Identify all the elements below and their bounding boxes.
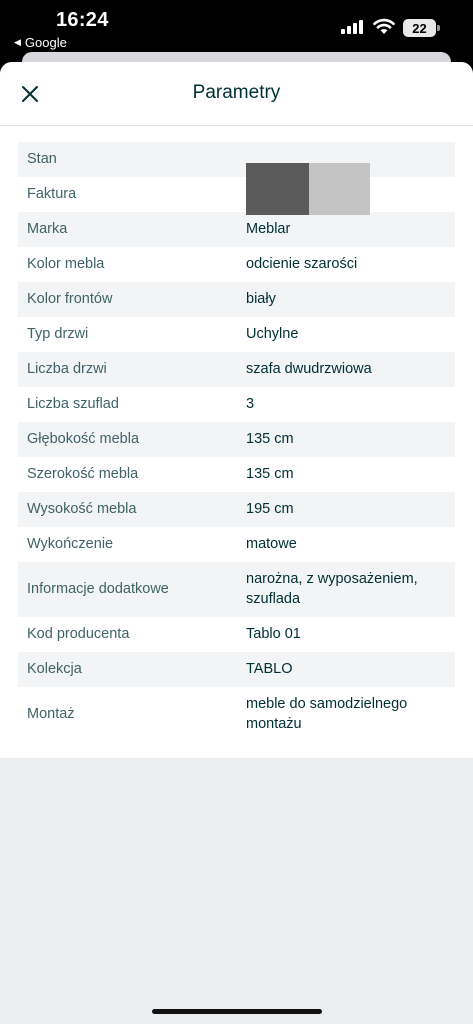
param-value: biały (237, 282, 455, 317)
param-value: 3 (246, 396, 255, 412)
param-row (18, 352, 455, 387)
param-value: 195 cm (237, 492, 455, 527)
param-value: 135 cm (237, 422, 455, 457)
param-value: szafa dwudrzwiowa (237, 352, 455, 387)
param-row (18, 687, 455, 742)
param-label: Kolor mebla (27, 256, 105, 272)
param-label: Montaż (27, 706, 75, 722)
param-value: 135 cm (246, 466, 294, 482)
back-to-app-link[interactable] (14, 35, 67, 50)
parameters-table (18, 142, 455, 742)
param-row (18, 562, 455, 617)
param-row (18, 617, 455, 652)
parameters-sheet (0, 62, 473, 1024)
param-label: Głębokość mebla (18, 422, 237, 457)
param-value: Meblar (237, 212, 455, 247)
param-row (18, 652, 455, 687)
param-row (18, 387, 455, 422)
param-row (18, 282, 455, 317)
battery-icon (403, 19, 436, 37)
back-arrow-icon: ◀ (14, 37, 21, 47)
status-bar (0, 0, 473, 54)
cellular-signal-icon (341, 20, 363, 34)
battery-level: 22 (412, 20, 427, 36)
param-value: TABLO (237, 652, 455, 687)
redaction-dark-block (246, 163, 309, 215)
param-label: Liczba szuflad (27, 396, 119, 412)
parameters-list (0, 126, 473, 758)
param-row (18, 527, 455, 562)
param-label: Typ drzwi (27, 326, 89, 342)
param-row (18, 177, 455, 212)
param-row (18, 142, 455, 177)
param-row (18, 492, 455, 527)
back-app-label: Google (24, 35, 67, 50)
param-label: Wykończenie (27, 536, 114, 552)
param-row (18, 457, 455, 492)
redaction-overlay (246, 163, 370, 215)
param-row (18, 317, 455, 352)
param-label: Wysokość mebla (18, 492, 237, 527)
battery-tip (437, 25, 440, 31)
param-label: Stan (18, 142, 237, 177)
redaction-light-block (309, 163, 370, 215)
param-label: Szerokość mebla (27, 466, 139, 482)
param-value: matowe (246, 536, 297, 552)
param-value: narożna, z wyposażeniem, szuflada (237, 562, 455, 617)
param-label: Informacje dodatkowe (18, 562, 237, 617)
param-label: Marka (18, 212, 237, 247)
clock: 16:24 (56, 9, 109, 31)
param-label: Liczba drzwi (18, 352, 237, 387)
param-row (18, 422, 455, 457)
param-row (18, 247, 455, 282)
param-value: Uchylne (246, 326, 299, 342)
param-label: Kolor frontów (18, 282, 237, 317)
param-label: Faktura (27, 186, 77, 202)
param-label: Kolekcja (18, 652, 237, 687)
param-row (18, 212, 455, 247)
sheet-title: Parametry (192, 82, 281, 103)
param-value: Tablo 01 (246, 626, 301, 642)
sheet-header (0, 62, 473, 126)
param-value: meble do samodzielnego montażu (246, 696, 408, 732)
wifi-icon (372, 17, 396, 35)
param-label: Kod producenta (27, 626, 130, 642)
home-indicator[interactable] (152, 1009, 322, 1014)
param-value: odcienie szarości (246, 256, 358, 272)
